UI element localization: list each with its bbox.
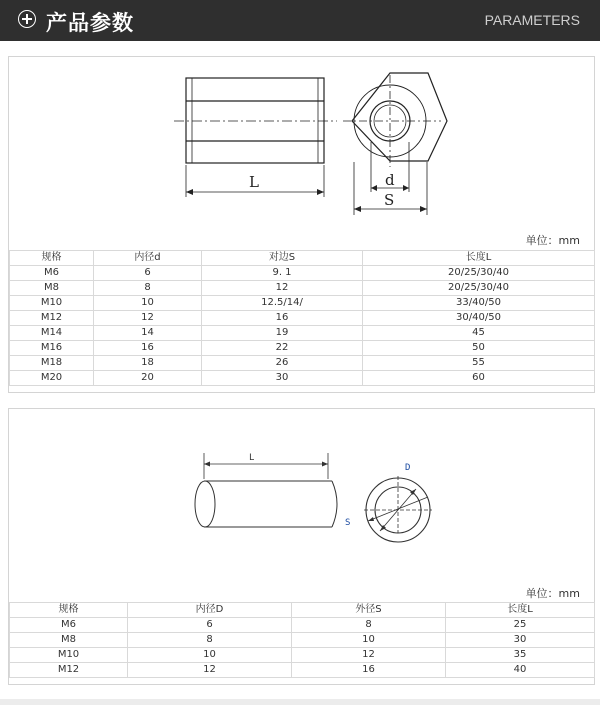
table-cell: M12 [10,663,128,678]
table-cell: 12 [128,663,292,678]
table-row [10,371,595,386]
table-row [10,266,595,281]
table-row [10,326,595,341]
table-cell: 40 [446,663,595,678]
table-cell: 22 [202,341,363,356]
table-cell: 8 [128,633,292,648]
column-header: 长度L [446,603,595,618]
header-bar [0,0,600,41]
table-cell: 8 [292,618,446,633]
round-spacer-spec-table [9,602,595,678]
table-cell: 12.5/14/ [202,296,363,311]
table-cell: 6 [128,618,292,633]
table-cell: 35 [446,648,595,663]
table-cell: 20 [94,371,202,386]
table-cell: 10 [94,296,202,311]
column-header: 规格 [10,251,94,266]
round-spacer-drawing [9,409,594,579]
table-cell: 9. 1 [202,266,363,281]
table-cell: 50 [363,341,595,356]
inner-diameter-label-D: D [405,463,411,473]
column-header: 内径D [128,603,292,618]
column-header: 内径d [94,251,202,266]
outer-diameter-label-S: S [345,518,351,528]
table-cell: 12 [94,311,202,326]
table-row [10,648,595,663]
table-row [10,296,595,311]
page-title: 产品参数 [46,11,134,35]
table-cell: M16 [10,341,94,356]
table-cell: 8 [94,281,202,296]
table-cell: 20/25/30/40 [363,266,595,281]
table-cell: M20 [10,371,94,386]
table-cell: 55 [363,356,595,371]
table-cell: 30/40/50 [363,311,595,326]
table-cell: 25 [446,618,595,633]
column-header: 对边S [202,251,363,266]
table-row [10,311,595,326]
hex-nut-spec-table [9,250,595,386]
table-row [10,663,595,678]
table-cell: 12 [202,281,363,296]
table-cell: M18 [10,356,94,371]
table-cell: M6 [10,266,94,281]
table-cell: M14 [10,326,94,341]
page-subtitle: PARAMETERS [484,12,580,28]
table-cell: 10 [292,633,446,648]
round-spacer-panel [8,408,595,685]
table-cell: M10 [10,648,128,663]
column-header: 长度L [363,251,595,266]
table-row [10,356,595,371]
table-row [10,618,595,633]
length-label-L: L [249,173,259,191]
table-header-row [10,251,595,266]
column-header: 外径S [292,603,446,618]
table-cell: M10 [10,296,94,311]
table-cell: 18 [94,356,202,371]
bottom-divider [0,699,600,705]
table-row [10,281,595,296]
inner-diameter-label-d: d [385,171,395,189]
unit-label: 单位：mm [525,234,580,247]
table-cell: M8 [10,633,128,648]
table-cell: M6 [10,618,128,633]
table-cell: 60 [363,371,595,386]
table-cell: 26 [202,356,363,371]
table-cell: 16 [94,341,202,356]
table-cell: 30 [446,633,595,648]
column-header: 规格 [10,603,128,618]
table-cell: 14 [94,326,202,341]
hex-nut-panel [8,56,595,393]
table-header-row [10,603,595,618]
table-cell: 30 [202,371,363,386]
hex-nut-drawing [9,57,594,227]
table-row [10,341,595,356]
table-row [10,633,595,648]
table-cell: M12 [10,311,94,326]
length-label-L: L [249,453,255,463]
table-cell: 33/40/50 [363,296,595,311]
table-cell: M8 [10,281,94,296]
table-cell: 12 [292,648,446,663]
unit-label: 单位：mm [525,587,580,600]
plus-circle-icon [18,10,36,28]
table-cell: 16 [202,311,363,326]
table-cell: 20/25/30/40 [363,281,595,296]
table-cell: 6 [94,266,202,281]
table-cell: 45 [363,326,595,341]
across-flats-label-S: S [384,191,395,209]
table-cell: 16 [292,663,446,678]
table-cell: 19 [202,326,363,341]
table-cell: 10 [128,648,292,663]
